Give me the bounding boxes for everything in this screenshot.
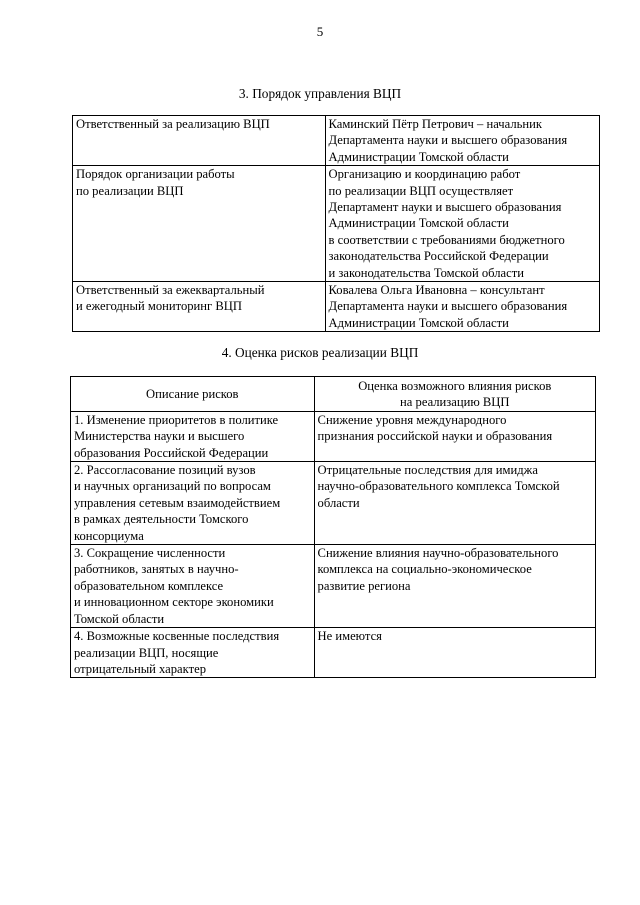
table-row [71,545,596,628]
risk-impact: Снижение влияния научно-образовательного комплекса на социально-экономическое развитие региона [314,545,595,628]
row-value: Каминский Пётр Петрович – начальник Департамента науки и высшего образования Администрации Томской области [325,116,599,166]
risk-impact: Отрицательные последствия для имиджа научно-образовательного комплекса Томской области [314,462,595,545]
table-row [71,462,596,545]
risk-description: 2. Рассогласование позиций вузов и научных организаций по вопросам управления сетевым взаимодействием в рамках деятельности Томского консорциума [71,462,315,545]
table-row [71,628,596,678]
section-4-title: 4. Оценка рисков реализации ВЦП [221,345,419,360]
row-label: Ответственный за ежеквартальный и ежегодный мониторинг ВЦП [73,282,326,332]
risk-description: 3. Сокращение численности работников, занятых в научно- образовательном комплексе и инновационном секторе экономики Томской области [71,545,315,628]
table-row [73,116,600,166]
row-value: Ковалева Ольга Ивановна – консультант Департамента науки и высшего образования Администрации Томской области [325,282,599,332]
risk-impact: Снижение уровня международного признания российской науки и образования [314,411,595,461]
management-table [72,115,600,332]
row-label: Порядок организации работы по реализации ВЦП [73,166,326,282]
page-number: 5 [316,24,324,39]
table-row [73,166,600,282]
column-header-risk: Описание рисков [71,377,315,412]
risk-description: 4. Возможные косвенные последствия реализации ВЦП, носящие отрицательный характер [71,628,315,678]
risk-table [70,376,596,678]
risk-impact: Не имеются [314,628,595,678]
row-label: Ответственный за реализацию ВЦП [73,116,326,166]
table-row [71,411,596,461]
row-value: Организацию и координацию работ по реализации ВЦП осуществляет Департамент науки и высшего образования Администрации Томской области в соответствии с требованиями бюджетного законодательства Российской Федерации и законодательства Томской области [325,166,599,282]
table-row [73,282,600,332]
risk-description: 1. Изменение приоритетов в политике Министерства науки и высшего образования Российской Федерации [71,411,315,461]
column-header-impact: Оценка возможного влияния рисков на реализацию ВЦП [314,377,595,412]
table-header-row [71,377,596,412]
section-3-title: 3. Порядок управления ВЦП [238,86,402,101]
